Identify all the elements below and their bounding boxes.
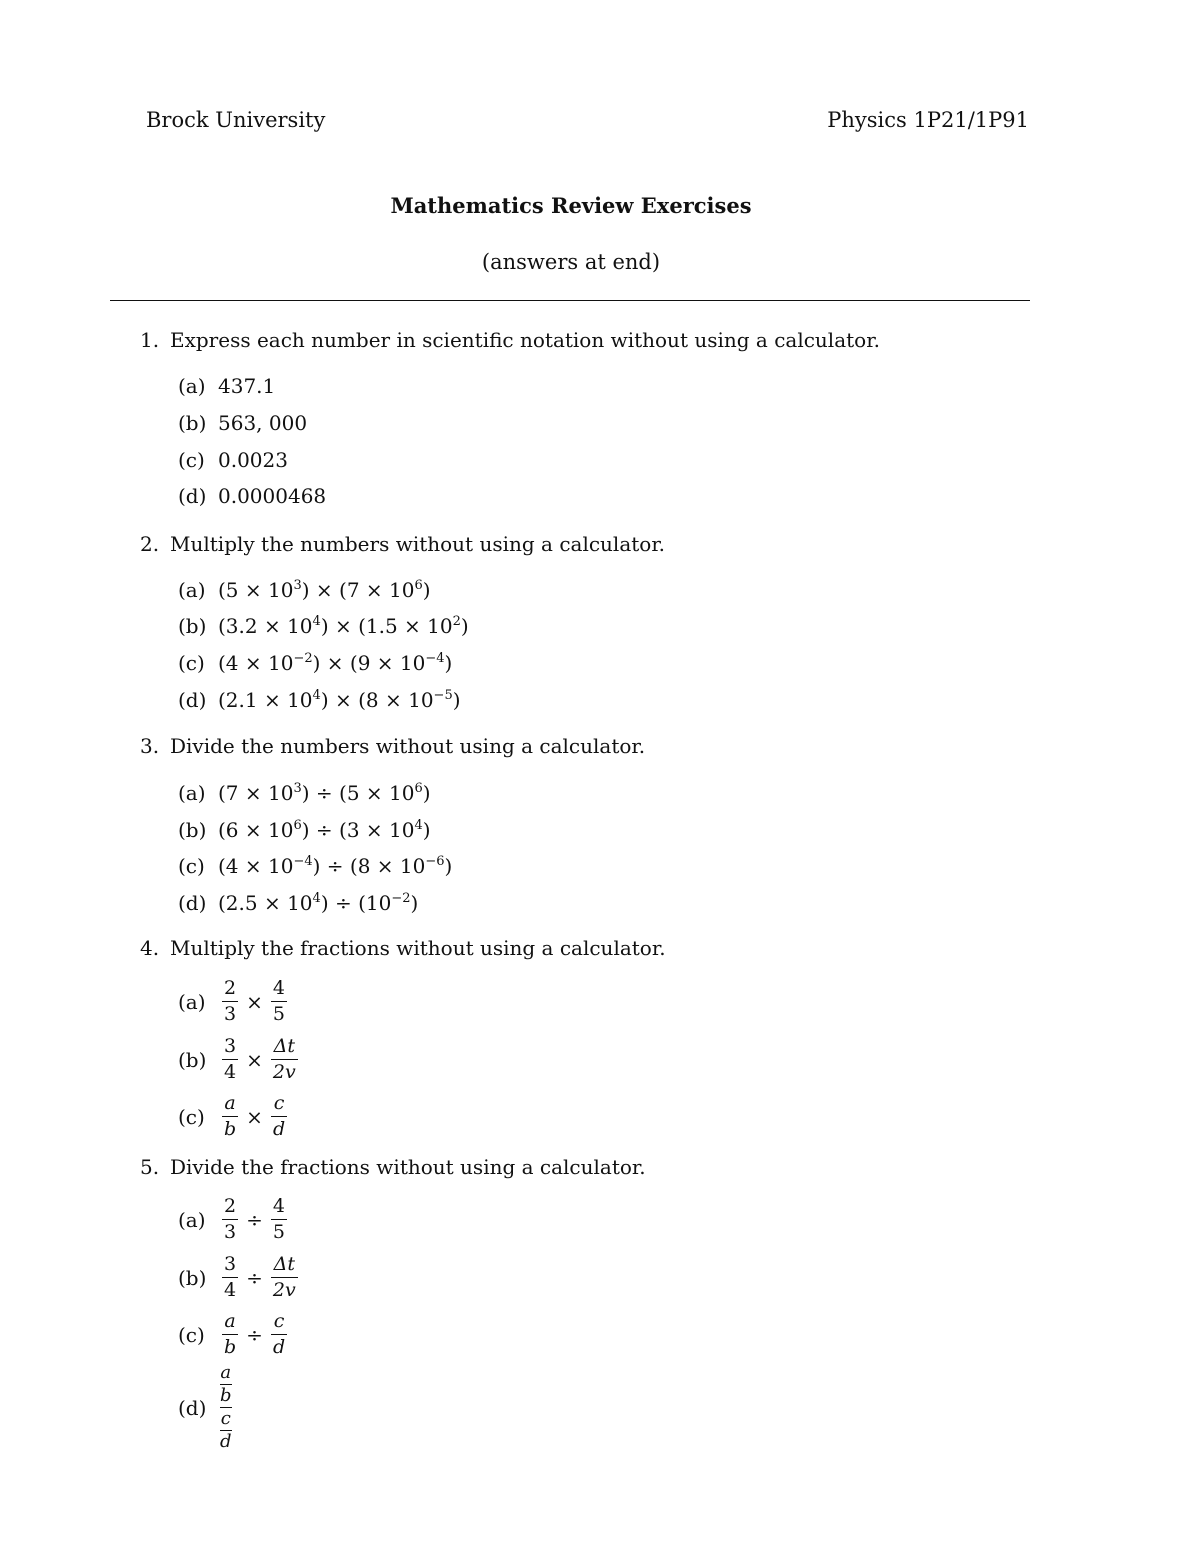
fraction	[222, 1197, 238, 1242]
numerator: a	[220, 1362, 232, 1383]
expr-part: (4 × 10	[218, 854, 294, 878]
question-2-item-a	[178, 578, 431, 602]
item-label: (c)	[178, 651, 205, 675]
compound-fraction	[220, 1364, 232, 1451]
expr-part: )	[422, 578, 431, 602]
denominator: d	[220, 1431, 232, 1452]
question-1-item-c	[178, 448, 288, 472]
numerator: c	[220, 1408, 231, 1429]
item-label: (c)	[178, 1104, 205, 1129]
compound-denominator	[220, 1410, 232, 1451]
exponent: 6	[414, 578, 423, 593]
operator: ÷	[246, 1207, 263, 1232]
exponent: −4	[425, 651, 445, 666]
fraction	[271, 1312, 287, 1357]
expr-part: )	[422, 781, 431, 805]
expr-part: ) ÷ (10	[320, 891, 392, 915]
operator: ÷	[246, 1265, 263, 1290]
question-text: Divide the numbers without using a calculator.	[170, 734, 646, 758]
question-3	[140, 734, 645, 758]
item-label: (c)	[178, 448, 205, 472]
item-label: (a)	[178, 374, 206, 398]
question-4-item-b	[178, 1037, 300, 1082]
denominator: 2v	[272, 1061, 296, 1083]
question-4	[140, 936, 666, 960]
question-2-item-b	[178, 614, 469, 638]
denominator: b	[224, 1336, 237, 1358]
question-number: 5.	[140, 1155, 160, 1179]
fraction	[222, 979, 238, 1024]
denominator: 4	[224, 1279, 237, 1301]
expr-part: (4 × 10	[218, 651, 294, 675]
exponent: 4	[312, 614, 321, 629]
question-text: Divide the fractions without using a calculator.	[170, 1155, 646, 1179]
item-label: (c)	[178, 1322, 205, 1347]
fraction	[271, 1255, 298, 1300]
question-2-item-d	[178, 688, 461, 712]
question-5-item-d	[178, 1364, 232, 1451]
expr-part: )	[422, 818, 431, 842]
operator: ÷	[246, 1322, 263, 1347]
question-1-item-a	[178, 374, 275, 398]
question-number: 3.	[140, 734, 160, 758]
exponent: −2	[293, 651, 313, 666]
expr-part: (2.1 × 10	[218, 688, 313, 712]
operator: ×	[246, 1047, 263, 1072]
question-4-item-a	[178, 979, 289, 1024]
question-number: 4.	[140, 936, 160, 960]
denominator: 4	[224, 1061, 237, 1083]
page-subtitle: (answers at end)	[481, 250, 661, 274]
numerator: 2	[224, 977, 237, 999]
numerator: 4	[272, 977, 285, 999]
question-5-item-c	[178, 1312, 289, 1357]
denominator: 2v	[272, 1279, 296, 1301]
horizontal-rule	[110, 300, 1030, 301]
fraction	[222, 1255, 238, 1300]
item-label: (d)	[178, 891, 207, 915]
numerator: Δt	[273, 1253, 295, 1275]
header-university: Brock University	[146, 108, 326, 132]
item-value: 0.0000468	[218, 484, 327, 508]
denominator: d	[272, 1336, 286, 1358]
compound-numerator	[220, 1364, 232, 1405]
denominator: 5	[272, 1003, 285, 1025]
question-3-item-b	[178, 818, 431, 842]
expr-part: )	[444, 651, 453, 675]
item-value: 563, 000	[218, 411, 308, 435]
fraction	[222, 1312, 238, 1357]
exponent: −4	[293, 854, 313, 869]
denominator: 3	[224, 1003, 237, 1025]
fraction	[271, 979, 287, 1024]
numerator: c	[273, 1092, 285, 1114]
question-1-item-b	[178, 411, 307, 435]
expr-part: ) × (1.5 × 10	[320, 614, 453, 638]
fraction	[271, 1197, 287, 1242]
header-course: Physics 1P21/1P91	[827, 108, 1029, 132]
operator: ×	[246, 1104, 263, 1129]
fraction	[222, 1037, 238, 1082]
question-4-item-c	[178, 1094, 289, 1139]
item-label: (a)	[178, 1207, 206, 1232]
numerator: 3	[224, 1035, 237, 1057]
denominator: b	[220, 1385, 232, 1406]
exponent: −2	[391, 891, 411, 906]
item-label: (d)	[178, 688, 207, 712]
item-label: (d)	[178, 1395, 207, 1420]
expr-part: ) ÷ (3 × 10	[301, 818, 415, 842]
item-label: (b)	[178, 1047, 207, 1072]
expr-part: ) ÷ (5 × 10	[301, 781, 415, 805]
fraction	[222, 1094, 238, 1139]
expr-part: ) × (8 × 10	[320, 688, 434, 712]
item-label: (a)	[178, 578, 206, 602]
item-label: (b)	[178, 818, 207, 842]
exponent: 3	[293, 578, 302, 593]
expr-part: )	[444, 854, 453, 878]
question-3-item-c	[178, 854, 452, 878]
exponent: 3	[293, 781, 302, 796]
denominator: b	[224, 1118, 237, 1140]
item-value: 0.0023	[218, 448, 288, 472]
question-3-item-a	[178, 781, 431, 805]
expr-part: ) × (7 × 10	[301, 578, 415, 602]
numerator: 3	[224, 1253, 237, 1275]
item-label: (b)	[178, 614, 207, 638]
question-5-item-b	[178, 1255, 300, 1300]
question-5	[140, 1155, 646, 1179]
expr-part: (3.2 × 10	[218, 614, 313, 638]
expr-part: (5 × 10	[218, 578, 294, 602]
exponent: −6	[425, 854, 445, 869]
numerator: a	[224, 1310, 236, 1332]
item-label: (d)	[178, 484, 207, 508]
question-1-item-d	[178, 484, 326, 508]
question-number: 1.	[140, 328, 160, 352]
denominator: 3	[224, 1221, 237, 1243]
expr-part: (2.5 × 10	[218, 891, 313, 915]
expr-part: ) × (9 × 10	[312, 651, 426, 675]
numerator: c	[273, 1310, 285, 1332]
denominator: 5	[272, 1221, 285, 1243]
exponent: 2	[452, 614, 461, 629]
expr-part: )	[410, 891, 419, 915]
question-2	[140, 532, 665, 556]
expr-part: (6 × 10	[218, 818, 294, 842]
denominator: d	[272, 1118, 286, 1140]
expr-part: (7 × 10	[218, 781, 294, 805]
question-3-item-d	[178, 891, 418, 915]
exponent: −5	[433, 688, 453, 703]
expr-part: )	[460, 614, 469, 638]
exponent: 6	[293, 818, 302, 833]
operator: ×	[246, 989, 263, 1014]
exponent: 4	[312, 891, 321, 906]
item-label: (a)	[178, 781, 206, 805]
item-label: (c)	[178, 854, 205, 878]
numerator: a	[224, 1092, 236, 1114]
question-number: 2.	[140, 532, 160, 556]
question-text: Express each number in scientific notation without using a calculator.	[170, 328, 880, 352]
fraction	[271, 1094, 287, 1139]
exponent: 4	[312, 688, 321, 703]
page-title: Mathematics Review Exercises	[390, 193, 752, 218]
expr-part: )	[452, 688, 461, 712]
fraction	[271, 1037, 298, 1082]
numerator: 2	[224, 1195, 237, 1217]
exponent: 4	[414, 818, 423, 833]
item-label: (b)	[178, 1265, 207, 1290]
exponent: 6	[414, 781, 423, 796]
expr-part: ) ÷ (8 × 10	[312, 854, 426, 878]
numerator: 4	[272, 1195, 285, 1217]
question-2-item-c	[178, 651, 452, 675]
question-text: Multiply the numbers without using a calculator.	[170, 532, 666, 556]
item-label: (b)	[178, 411, 207, 435]
numerator: Δt	[273, 1035, 295, 1057]
question-text: Multiply the fractions without using a calculator.	[170, 936, 666, 960]
question-1	[140, 328, 880, 352]
question-5-item-a	[178, 1197, 289, 1242]
item-label: (a)	[178, 989, 206, 1014]
item-value: 437.1	[218, 374, 276, 398]
